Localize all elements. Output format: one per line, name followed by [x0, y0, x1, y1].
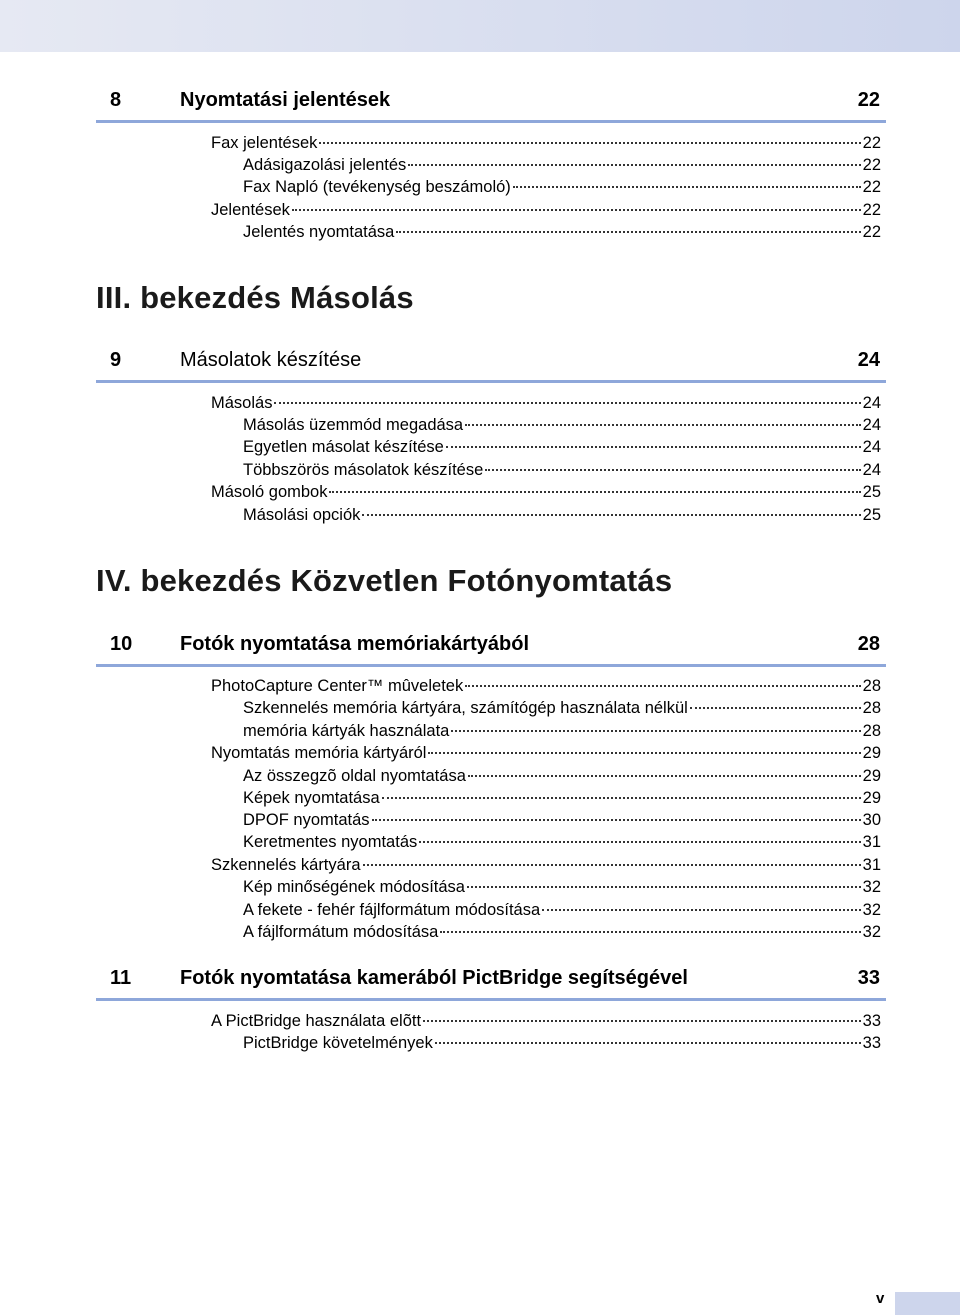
- chapter-number: 9: [110, 349, 122, 371]
- toc-entry[interactable]: [243, 222, 881, 242]
- toc-entry-label: Keretmentes nyomtatás: [243, 833, 418, 851]
- leader-dots: [440, 930, 860, 933]
- toc-entry-page: 22: [862, 156, 881, 174]
- toc-entry-page: 31: [862, 856, 881, 874]
- leader-dots: [419, 840, 860, 843]
- toc-entry-label: Szkennelés kártyára: [211, 856, 361, 874]
- toc-entry-label: Nyomtatás memória kártyáról: [211, 744, 427, 762]
- toc-entry[interactable]: [243, 177, 881, 197]
- leader-dots: [468, 774, 861, 777]
- toc-entry-page: 32: [862, 878, 881, 896]
- toc-entry-label: A fájlformátum módosítása: [243, 923, 439, 941]
- toc-entry-page: 29: [862, 767, 881, 785]
- toc-entry-label: Másoló gombok: [211, 483, 328, 501]
- toc-entry-label: Másolási opciók: [243, 506, 361, 524]
- toc-entry-label: Másolás: [211, 394, 273, 412]
- chapter-page: 22: [857, 89, 880, 111]
- chapter-title: Nyomtatási jelentések: [180, 89, 391, 111]
- chapter-number: 11: [110, 967, 132, 989]
- toc-entry-page: 33: [862, 1012, 881, 1030]
- toc-entry[interactable]: [211, 855, 881, 875]
- chapter-heading-11[interactable]: [96, 958, 886, 1001]
- toc-entry-page: 24: [862, 438, 881, 456]
- toc-entry-page: 32: [862, 901, 881, 919]
- toc-entry[interactable]: [243, 155, 881, 175]
- chapter-number: 10: [110, 633, 133, 655]
- toc-entry[interactable]: [243, 832, 881, 852]
- leader-dots: [513, 185, 861, 188]
- leader-dots: [542, 908, 861, 911]
- toc-entry-page: 24: [862, 394, 881, 412]
- toc-entry[interactable]: [243, 900, 881, 920]
- toc-entry-page: 28: [862, 722, 881, 740]
- chapter-heading-8[interactable]: [96, 80, 886, 123]
- leader-dots: [451, 729, 860, 732]
- toc-entry[interactable]: [243, 788, 881, 808]
- toc-entry[interactable]: [243, 460, 881, 480]
- leader-dots: [465, 684, 860, 687]
- toc-entry[interactable]: [243, 437, 881, 457]
- toc-entry[interactable]: [243, 1033, 881, 1053]
- toc-entry-label: Kép minőségének módosítása: [243, 878, 465, 896]
- leader-dots: [465, 423, 861, 426]
- leader-dots: [372, 818, 861, 821]
- leader-dots: [423, 1019, 861, 1022]
- leader-dots: [690, 706, 861, 709]
- leader-dots: [362, 513, 860, 516]
- toc-entry-page: 28: [862, 699, 881, 717]
- toc-entry-page: 33: [862, 1034, 881, 1052]
- toc-entry-page: 28: [862, 677, 881, 695]
- toc-entry-page: 24: [862, 416, 881, 434]
- toc-entry-label: Fax Napló (tevékenység beszámoló): [243, 178, 511, 196]
- leader-dots: [396, 230, 860, 233]
- toc-entry-page: 22: [862, 201, 881, 219]
- part-heading-4: IV. bekezdés Közvetlen Fotónyomtatás: [96, 563, 673, 598]
- toc-entry[interactable]: [243, 922, 881, 942]
- toc-entry-label: Másolás üzemmód megadása: [243, 416, 464, 434]
- leader-dots: [292, 208, 861, 211]
- toc-entry-label: Többszörös másolatok készítése: [243, 461, 484, 479]
- toc-entry[interactable]: [211, 482, 881, 502]
- toc-entry-label: Adásigazolási jelentés: [243, 156, 407, 174]
- toc-entry-label: Szkennelés memória kártyára, számítógép használata nélkül: [243, 699, 688, 717]
- chapter-page: 33: [857, 967, 880, 989]
- toc-entry-label: PictBridge követelmények: [243, 1034, 433, 1052]
- toc-entry-label: PhotoCapture Center™ mûveletek: [211, 677, 464, 695]
- toc-entry-label: Fax jelentések: [211, 134, 318, 152]
- chapter-title: Másolatok készítése: [180, 349, 362, 371]
- toc-entry[interactable]: [243, 698, 881, 718]
- leader-dots: [467, 885, 861, 888]
- leader-dots: [329, 490, 860, 493]
- toc-entry[interactable]: [211, 1011, 881, 1031]
- toc-entry[interactable]: [211, 743, 881, 763]
- toc-entry-page: 29: [862, 789, 881, 807]
- part-heading-3: III. bekezdés Másolás: [96, 280, 414, 315]
- toc-entry-label: DPOF nyomtatás: [243, 811, 370, 829]
- page-number: v: [876, 1290, 885, 1307]
- chapter-title: Fotók nyomtatása memóriakártyából: [180, 633, 529, 655]
- leader-dots: [435, 1041, 861, 1044]
- toc-entry-label: memória kártyák használata: [243, 722, 450, 740]
- toc-entry[interactable]: [243, 766, 881, 786]
- toc-entry-page: 25: [862, 506, 881, 524]
- toc-entry[interactable]: [211, 393, 881, 413]
- chapter-page: 24: [857, 349, 880, 371]
- leader-dots: [428, 751, 860, 754]
- toc-entry[interactable]: [243, 810, 881, 830]
- toc-entry[interactable]: [211, 133, 881, 153]
- toc-entry-label: A fekete - fehér fájlformátum módosítása: [243, 901, 541, 919]
- toc-entry-page: 24: [862, 461, 881, 479]
- toc-entry[interactable]: [211, 676, 881, 696]
- toc-entry-page: 30: [862, 811, 881, 829]
- leader-dots: [446, 445, 861, 448]
- toc-entry-label: Képek nyomtatása: [243, 789, 380, 807]
- toc-entry[interactable]: [243, 505, 881, 525]
- leader-dots: [363, 863, 861, 866]
- chapter-number: 8: [110, 89, 122, 111]
- toc-entry-page: 22: [862, 134, 881, 152]
- toc-entry-page: 22: [862, 178, 881, 196]
- header-band: [0, 0, 960, 52]
- toc-entry-page: 25: [862, 483, 881, 501]
- chapter-page: 28: [857, 633, 880, 655]
- toc-entry[interactable]: [243, 721, 881, 741]
- toc-entry[interactable]: [243, 415, 881, 435]
- toc-entry-label: Jelentés nyomtatása: [243, 223, 395, 241]
- toc-entry-label: Egyetlen másolat készítése: [243, 438, 444, 456]
- leader-dots: [408, 163, 860, 166]
- toc-entry-label: A PictBridge használata elõtt: [211, 1012, 422, 1030]
- toc-entry[interactable]: [211, 200, 881, 220]
- toc-entry-label: Jelentések: [211, 201, 290, 219]
- toc-entry-page: 31: [862, 833, 881, 851]
- leader-dots: [485, 468, 860, 471]
- toc-entry-page: 29: [862, 744, 881, 762]
- leader-dots: [319, 141, 860, 144]
- chapter-heading-10[interactable]: [96, 624, 886, 667]
- toc-entry-page: 22: [862, 223, 881, 241]
- footer-band: [895, 1292, 960, 1315]
- toc-entry[interactable]: [243, 877, 881, 897]
- toc-entry-label: Az összegzõ oldal nyomtatása: [243, 767, 466, 785]
- toc-entry-page: 32: [862, 923, 881, 941]
- chapter-heading-9[interactable]: [96, 340, 886, 383]
- leader-dots: [382, 796, 861, 799]
- leader-dots: [274, 401, 860, 404]
- chapter-title: Fotók nyomtatása kamerából PictBridge segítségével: [180, 967, 688, 989]
